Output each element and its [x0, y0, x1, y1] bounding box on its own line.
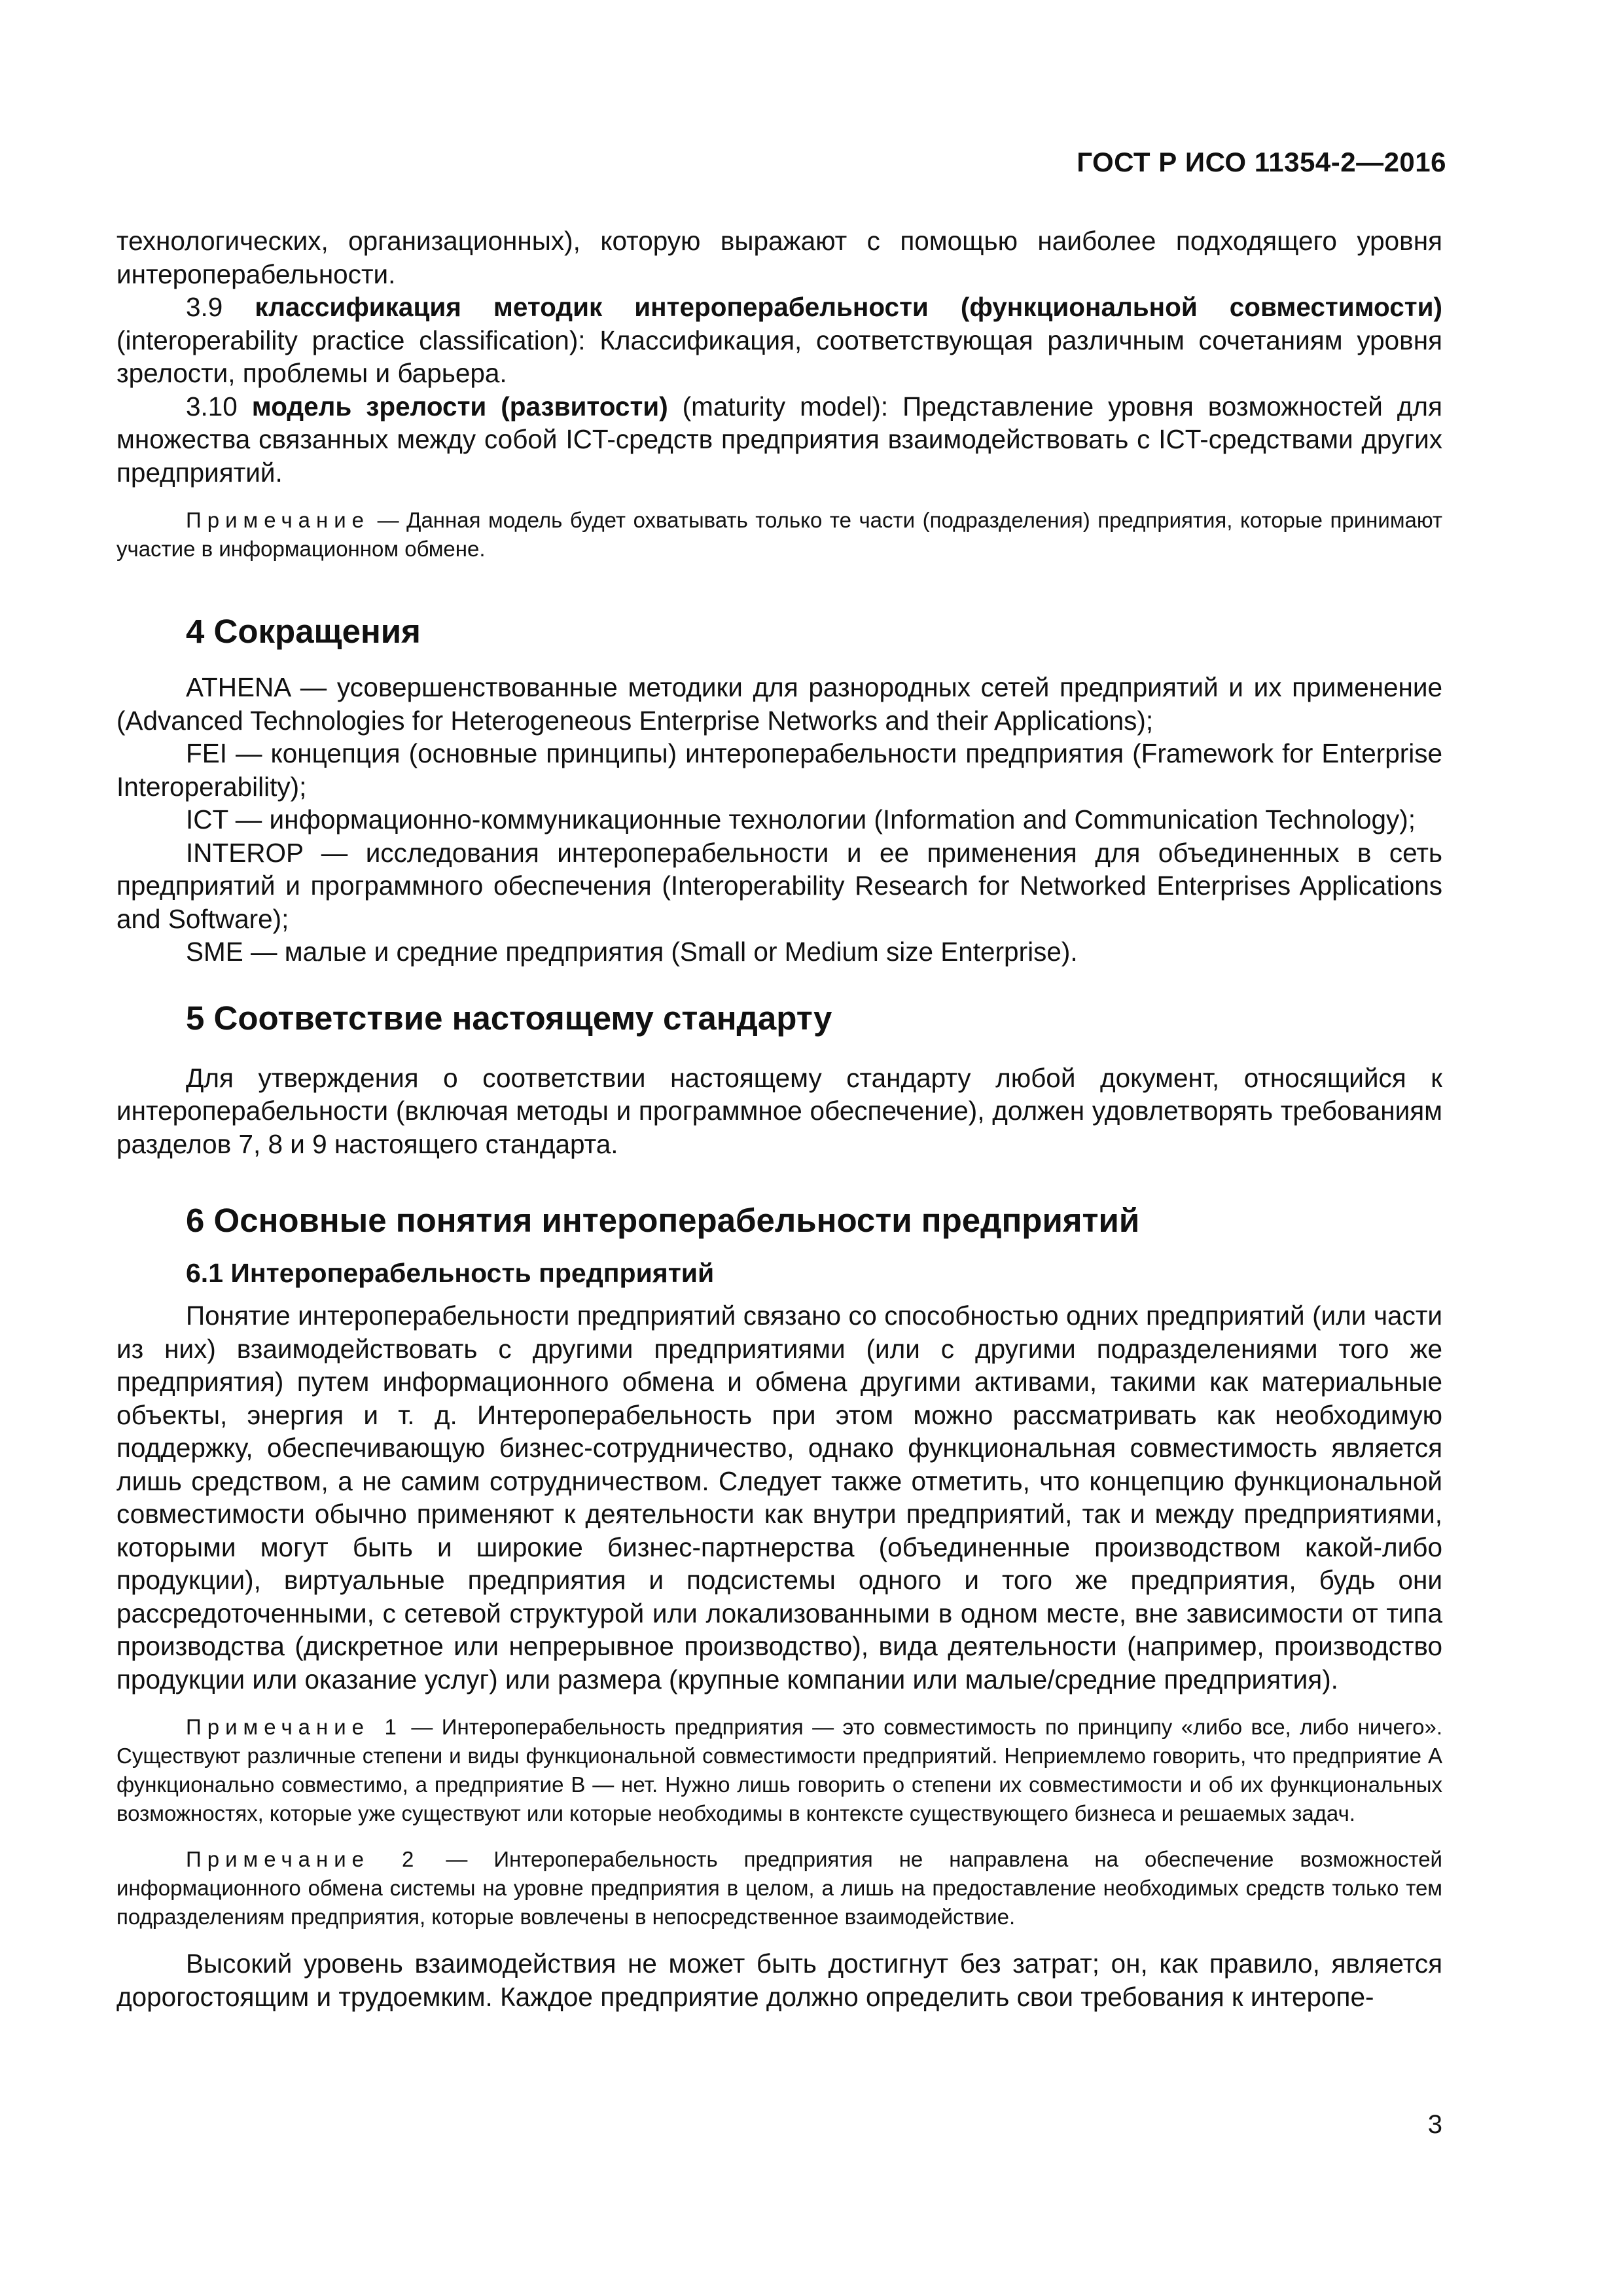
abbreviation-item: ATHENA — усовершенствованные методики для разнородных сетей предприятий и их применение (Advanced Technologies for Heterogeneous Enterprise Networks and their Applications);: [116, 672, 1442, 736]
note-label: Примечание 2: [186, 1847, 420, 1871]
page-number: 3: [1427, 2110, 1442, 2139]
note-text: — Данная модель будет охватывать только те части (подразделения) предприятия, которые принимают участие в информационном обмене.: [116, 508, 1443, 561]
section-6-heading: 6 Основные понятия интероперабельности предприятий: [186, 1202, 1140, 1239]
abbreviation-item: ICT — информационно-коммуникационные технологии (Information and Communication Technology);: [186, 804, 1416, 834]
note-text: — Интероперабельность предприятия — это совместимость по принципу «либо все, либо ничего». Существуют различные степени и виды функциональной совместимости предприятий. Неприемлемо говорить, что предприятие А функционально совместимо, а предприятие В — нет. Нужно лишь говорить о степени их совместимости и об их функциональных возможностях, которые уже существуют или которые необходимы в контексте существующего бизнеса и решаемых задач.: [116, 1715, 1443, 1825]
definition-text: (interoperability practice classification): Классификация, соответствующая различным сочетаниям уровня зрелости, проблемы и барьера.: [116, 325, 1442, 388]
definition-term: классификация методик интероперабельности (функциональной совместимости): [255, 292, 1442, 322]
definition-3-9: [116, 291, 1442, 390]
definition-3-10: [116, 390, 1442, 490]
continuation-paragraph: технологических, организационных), которую выражают с помощью наиболее подходящего уровня интероперабельности.: [116, 226, 1442, 289]
note-text: — Интероперабельность предприятия не направлена на обеспечение возможностей информационного обмена системы на уровне предприятия в целом, а лишь на предоставление необходимых средств только тем подразделениям предприятия, которые вовлечены в непосредственное взаимодействие.: [116, 1847, 1442, 1929]
note-label: Примечание: [186, 508, 370, 532]
note-definition: [116, 506, 1442, 564]
document-header: ГОСТ Р ИСО 11354-2—2016: [1077, 147, 1446, 177]
definition-number: 3.9: [186, 292, 223, 322]
subsection-6-1-heading: 6.1 Интероперабельность предприятий: [186, 1258, 715, 1288]
abbreviation-item: SME — малые и средние предприятия (Small or Medium size Enterprise).: [186, 937, 1078, 967]
definition-text: (maturity model): Представление уровня возможностей для множества связанных между собой ICT-средств предприятия взаимодействовать с ICT-средствами других предприятий.: [116, 391, 1442, 488]
note-2: [116, 1845, 1442, 1931]
section-6-1-paragraph-2: Высокий уровень взаимодействия не может быть достигнут без затрат; он, как правило, является дорогостоящим и трудоемким. Каждое предприятие должно определить свои требования к интеропе-: [116, 1948, 1442, 2012]
abbreviation-item: INTEROP — исследования интероперабельности и ее применения для объединенных в сеть предприятий и программного обеспечения (Interoperability Research for Networked Enterprises Applications and Software);: [116, 837, 1442, 934]
document-body: [116, 224, 1442, 2013]
section-6-1-paragraph: Понятие интероперабельности предприятий связано со способностью одних предприятий (или части из них) взаимодействовать с другими предприятиями (или с другими подразделениями того же предприятия) путем информационного обмена и обмена другими активами, такими как материальные объекты, энергия и т. д. Интероперабельность при этом можно рассматривать как необходимую поддержку, обеспечивающую бизнес-сотрудничество, однако функциональная совместимость является лишь средством, а не самим сотрудничеством. Следует также отметить, что концепцию функциональной совместимости обычно применяют к деятельности как внутри предприятий, так и между предприятиями, которыми могут быть и широкие бизнес-партнерства (объединенные производством какой-либо продукции), виртуальные предприятия и подсистемы одного и того же предприятия, будь они рассредоточенными, с сетевой структурой или локализованными в одном месте, вне зависимости от типа производства (дискретное или непрерывное производство), вида деятельности (например, производство продукции или оказание услуг) или размера (крупные компании или малые/средние предприятия).: [116, 1300, 1442, 1695]
definition-number: 3.10: [186, 391, 238, 422]
note-1: [116, 1713, 1442, 1828]
note-label: Примечание 1: [186, 1715, 402, 1739]
section-4-heading: 4 Сокращения: [186, 613, 421, 650]
abbreviation-item: FEI — концепция (основные принципы) интероперабельности предприятия (Framework for Enterprise Interoperability);: [116, 738, 1442, 802]
section-5-paragraph: Для утверждения о соответствии настоящему стандарту любой документ, относящийся к интероперабельности (включая методы и программное обеспечение), должен удовлетворять требованиям разделов 7, 8 и 9 настоящего стандарта.: [116, 1062, 1442, 1159]
section-5-heading: 5 Соответствие настоящему стандарту: [186, 999, 832, 1037]
definition-term: модель зрелости (развитости): [251, 391, 668, 422]
